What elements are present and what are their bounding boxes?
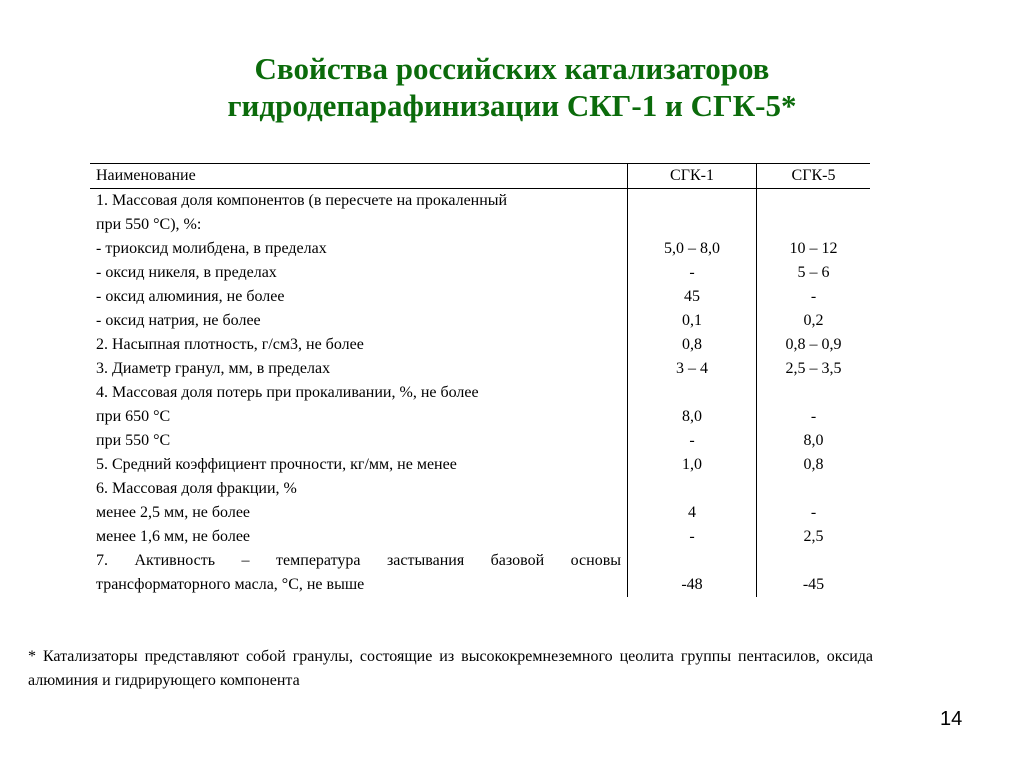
sgk1-value: 4	[628, 501, 757, 525]
properties-table	[90, 163, 870, 597]
row-label: 6. Массовая доля фракции, %	[96, 480, 297, 497]
sgk5-value: 0,2	[757, 309, 871, 333]
sgk1-value	[628, 477, 757, 501]
sgk1-value: 45	[628, 285, 757, 309]
row-label: - оксид алюминия, не более	[96, 288, 285, 305]
row-label: - оксид натрия, не более	[96, 312, 261, 329]
sgk5-value	[757, 477, 871, 501]
table-row	[90, 429, 870, 453]
row-label: менее 2,5 мм, не более	[96, 504, 251, 521]
table-row	[90, 333, 870, 357]
sgk1-value: 8,0	[628, 405, 757, 429]
table-row	[90, 405, 870, 429]
sgk1-value: 3 – 4	[628, 357, 757, 381]
table-row	[90, 357, 870, 381]
sgk5-value	[757, 189, 871, 214]
table-row	[90, 453, 870, 477]
row-label: 3. Диаметр гранул, мм, в пределах	[96, 360, 331, 377]
sgk1-value: -48	[628, 573, 757, 597]
table-row	[90, 525, 870, 549]
footnote: * Катализаторы представляют собой гранулы, состоящие из высококремнеземного цеолита группы пентасилов, оксида алюминия и гидрирующего компонента	[28, 648, 873, 689]
sgk1-value	[628, 213, 757, 237]
table-row	[90, 189, 870, 214]
table-row	[90, 237, 870, 261]
title-line-1: Свойства российских катализаторов	[254, 51, 770, 86]
sgk5-value: -	[757, 501, 871, 525]
sgk5-value: -	[757, 285, 871, 309]
row-label: 4. Массовая доля потерь при прокаливании, %, не более	[96, 384, 479, 401]
header-name: Наименование	[90, 164, 628, 189]
table-row	[90, 501, 870, 525]
sgk5-value: -	[757, 405, 871, 429]
row-label: трансформаторного масла, °С, не выше	[96, 576, 365, 593]
slide-title	[0, 50, 1024, 124]
sgk1-value: -	[628, 429, 757, 453]
row-label: 7. Активность – температура застывания базовой основы	[96, 552, 621, 569]
sgk5-value: 10 – 12	[757, 237, 871, 261]
table-header-row	[90, 164, 870, 189]
row-label: 5. Средний коэффициент прочности, кг/мм, не менее	[96, 456, 457, 473]
sgk1-value: -	[628, 525, 757, 549]
sgk5-value: 0,8	[757, 453, 871, 477]
page-number: 14	[940, 708, 963, 730]
row-label: 1. Массовая доля компонентов (в пересчете на прокаленный	[96, 192, 508, 209]
row-label: при 550 °С	[96, 432, 171, 449]
sgk5-value: 5 – 6	[757, 261, 871, 285]
sgk1-value: 0,1	[628, 309, 757, 333]
header-sgk1: СГК-1	[628, 164, 757, 189]
row-label: 2. Насыпная плотность, г/см3, не более	[96, 336, 364, 353]
table-row	[90, 549, 870, 573]
row-label: при 550 °С), %:	[96, 216, 202, 233]
sgk1-value: 5,0 – 8,0	[628, 237, 757, 261]
table-row	[90, 261, 870, 285]
sgk1-value	[628, 549, 757, 573]
sgk1-value: -	[628, 261, 757, 285]
sgk1-value	[628, 189, 757, 214]
sgk5-value	[757, 381, 871, 405]
table-row	[90, 309, 870, 333]
row-label: при 650 °С	[96, 408, 171, 425]
row-label: - триоксид молибдена, в пределах	[96, 240, 327, 257]
sgk5-value: 8,0	[757, 429, 871, 453]
sgk5-value	[757, 213, 871, 237]
table-row	[90, 285, 870, 309]
sgk5-value: -45	[757, 573, 871, 597]
sgk5-value: 2,5	[757, 525, 871, 549]
table-row	[90, 573, 870, 597]
row-label: менее 1,6 мм, не более	[96, 528, 251, 545]
table-row	[90, 477, 870, 501]
sgk1-value: 1,0	[628, 453, 757, 477]
sgk1-value: 0,8	[628, 333, 757, 357]
table-row	[90, 213, 870, 237]
row-label: - оксид никеля, в пределах	[96, 264, 277, 281]
sgk5-value	[757, 549, 871, 573]
sgk5-value: 0,8 – 0,9	[757, 333, 871, 357]
title-line-2: гидродепарафинизации СКГ-1 и СГК-5*	[227, 88, 797, 123]
sgk1-value	[628, 381, 757, 405]
table-row	[90, 381, 870, 405]
sgk5-value: 2,5 – 3,5	[757, 357, 871, 381]
header-sgk5: СГК-5	[757, 164, 871, 189]
